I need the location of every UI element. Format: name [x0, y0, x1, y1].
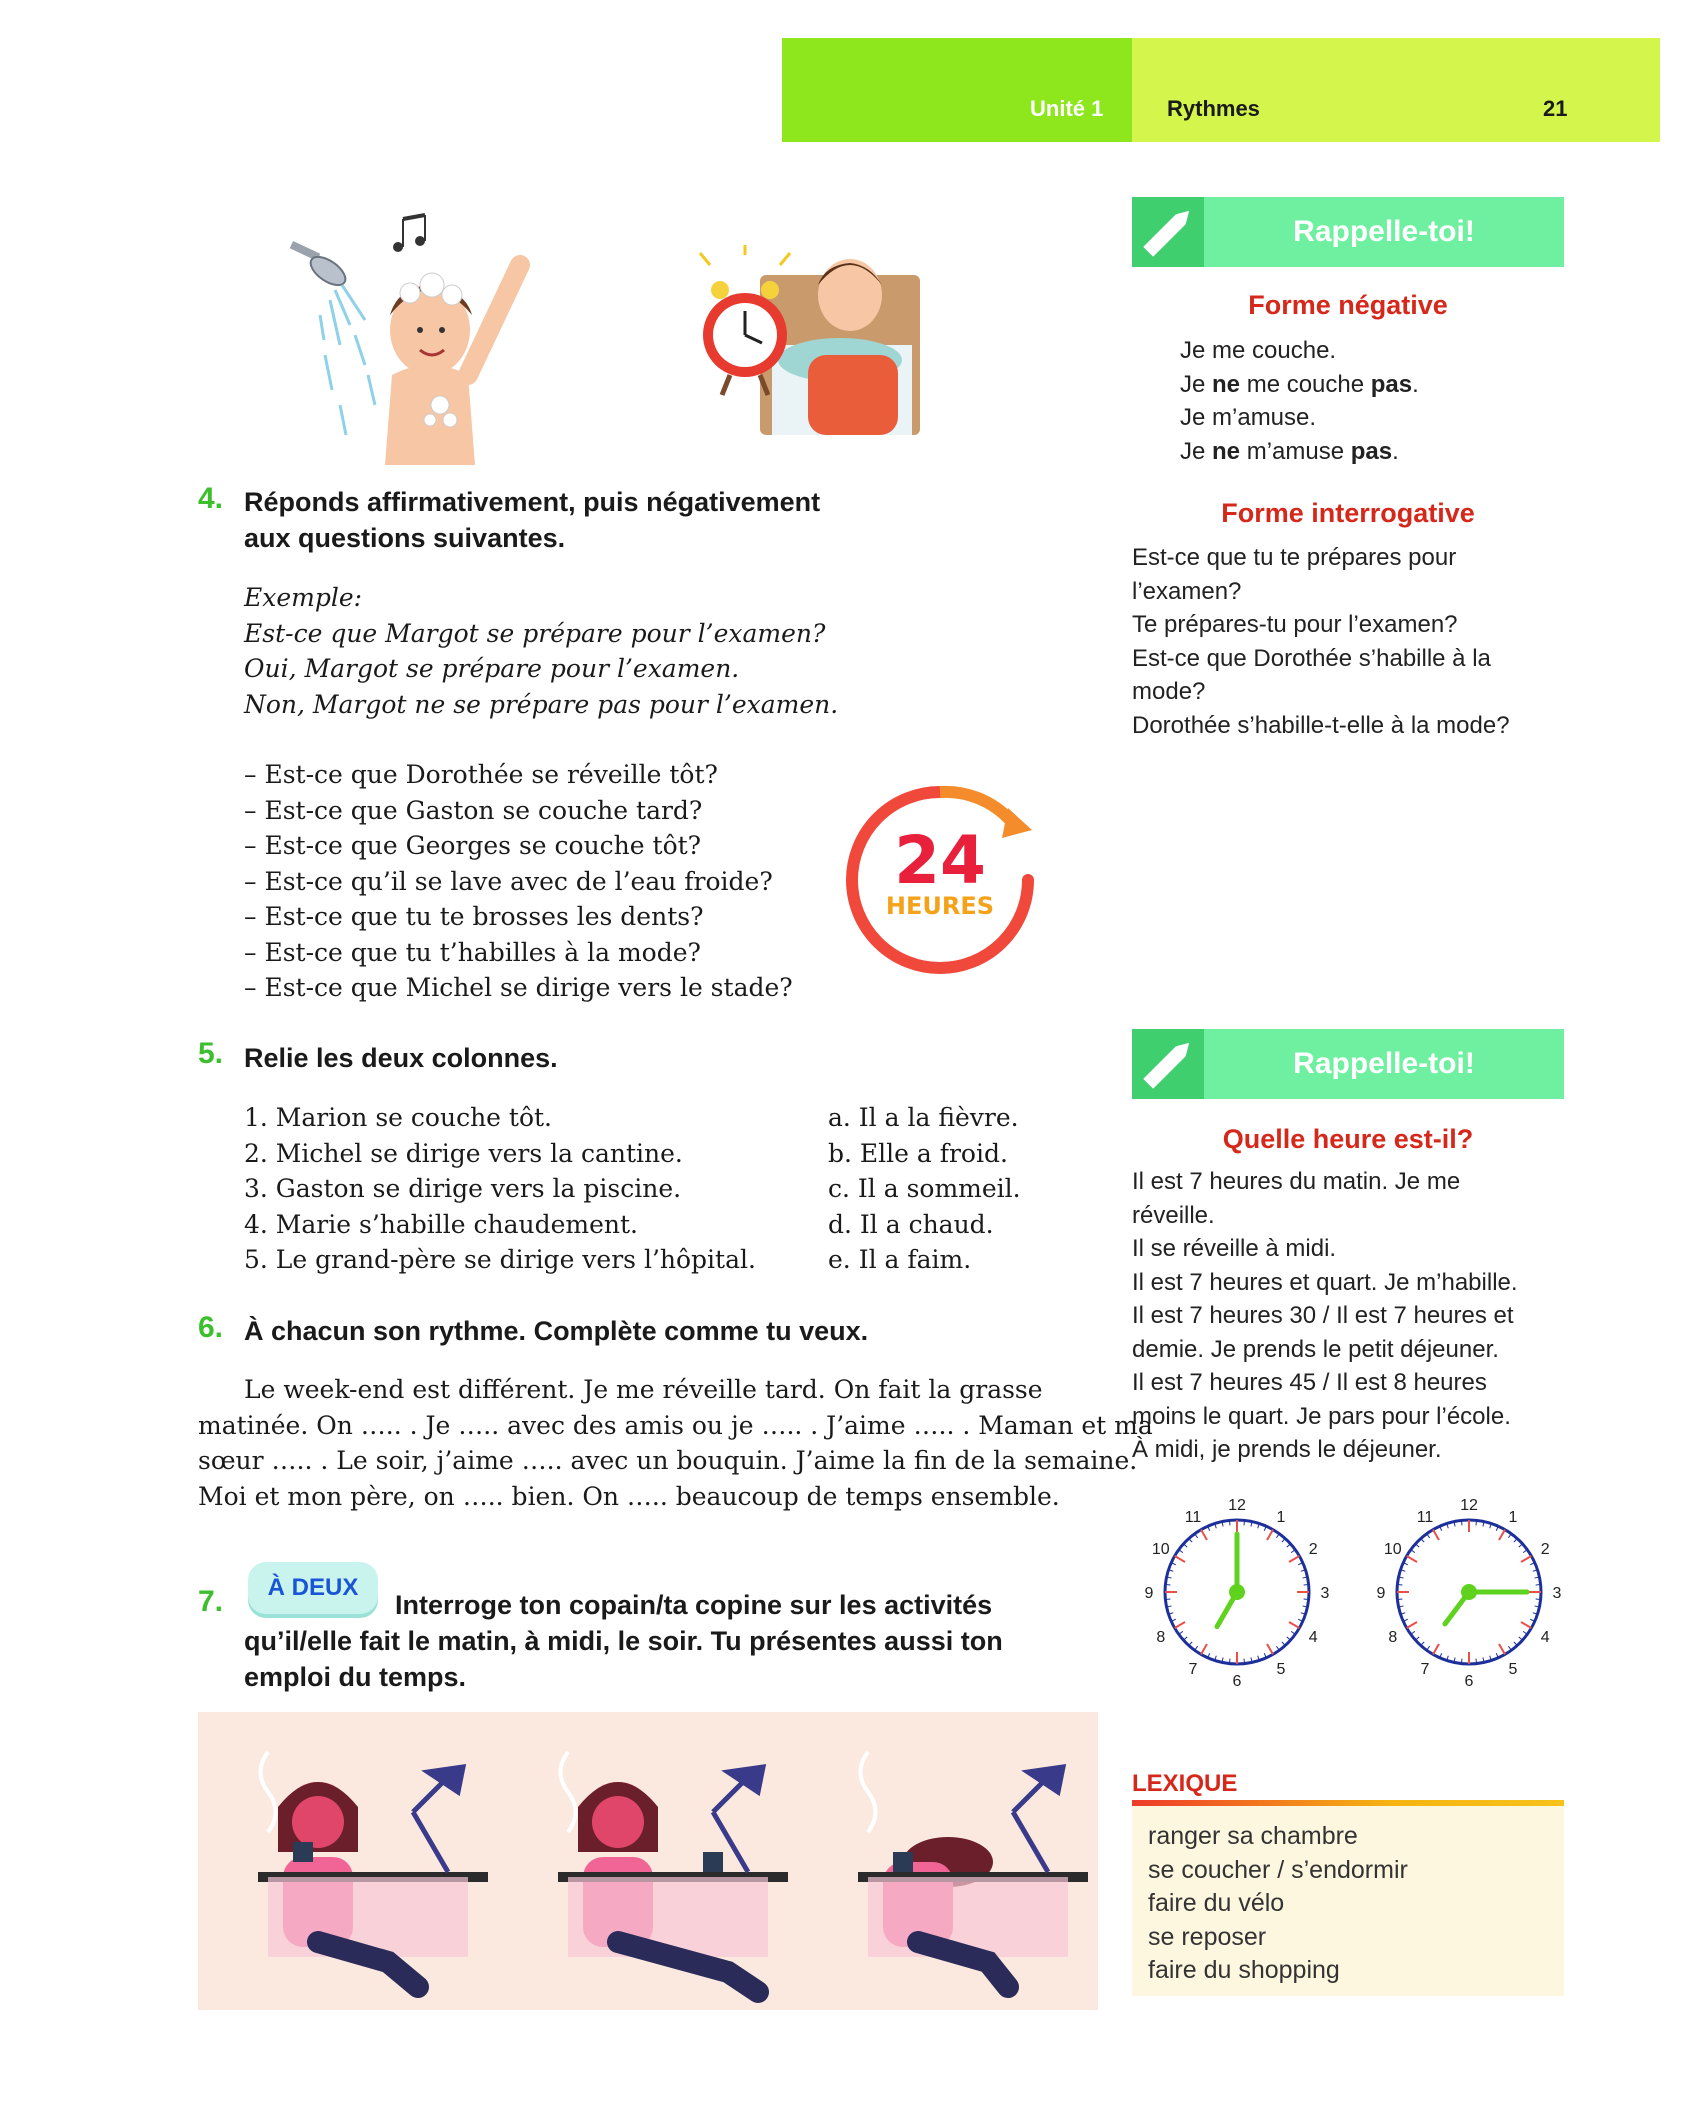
clock-number: 6 [1464, 1673, 1474, 1690]
quelle-heure-heading: Quelle heure est-il? [1222, 1124, 1474, 1154]
exercise-4-questions [244, 757, 793, 1006]
clock-number: 12 [1460, 1497, 1478, 1514]
time-line: Il est 7 heures du matin. Je me [1132, 1168, 1461, 1195]
rappel-1-title: Rappelle-toi! [1293, 215, 1475, 248]
left-item: 1. Marion se couche tôt. [244, 1103, 553, 1132]
negative-line: Je me couche. [1180, 337, 1337, 364]
interrogative-line: l’examen? [1132, 577, 1242, 605]
badge-24-number: 24 [894, 822, 986, 899]
music-notes-icon [393, 215, 425, 252]
clock-number: 5 [1508, 1661, 1518, 1679]
rappel-2-title: Rappelle-toi! [1293, 1047, 1475, 1080]
exercise-4-example [244, 580, 838, 722]
time-line: Il se réveille à midi. [1132, 1235, 1337, 1262]
question-item: – Est-ce que tu te brosses les dents? [244, 902, 704, 931]
exercise-5-right-column [828, 1100, 1021, 1278]
badge-24-heures [840, 780, 1040, 980]
clock-number: 4 [1540, 1629, 1550, 1646]
pencil-icon [1132, 197, 1204, 267]
clock-number: 10 [1151, 1541, 1170, 1558]
negative-line: Je ne me couche pas. [1180, 370, 1419, 398]
badge-24-word: HEURES [885, 892, 995, 920]
exercise-6-number: 6. [198, 1311, 224, 1344]
rappel-1-header [1132, 197, 1564, 267]
exercise-6-text [198, 1372, 1153, 1514]
exercise-4-title-line2: aux questions suivantes. [244, 523, 566, 553]
exercise-4-title-line1: Réponds affirmativement, puis négativement [244, 487, 821, 517]
left-item: 3. Gaston se dirige vers la piscine. [244, 1174, 682, 1203]
exercise-7-line2: qu’il/elle fait le matin, à midi, le soir. Tu présentes aussi ton [244, 1626, 1003, 1656]
forme-interrogative-examples [1132, 541, 1510, 742]
clock-number: 11 [1416, 1508, 1434, 1526]
time-line: À midi, je prends le déjeuner. [1132, 1436, 1442, 1463]
example-line: Non, Margot ne se prépare pas pour l’examen. [244, 689, 839, 719]
rappel-2-header [1132, 1029, 1564, 1099]
negative-line: Je ne m’amuse pas. [1180, 437, 1399, 465]
clock-number: 12 [1228, 1497, 1246, 1514]
clock-number: 5 [1276, 1661, 1286, 1679]
question-item: – Est-ce que Dorothée se réveille tôt? [244, 760, 718, 789]
negative-line: Je m’amuse. [1180, 404, 1317, 431]
clock-number: 2 [1540, 1541, 1550, 1558]
clock-number: 2 [1308, 1541, 1318, 1558]
question-item: – Est-ce que Michel se dirige vers le stade? [244, 973, 793, 1002]
left-item: 5. Le grand-père se dirige vers l’hôpital. [244, 1245, 756, 1274]
interrogative-line: Est-ce que Dorothée s’habille à la [1132, 644, 1491, 672]
alarm-bed-illustration [690, 245, 930, 440]
time-line: demie. Je prends le petit déjeuner. [1132, 1335, 1499, 1363]
header-unit-band [782, 38, 1132, 142]
exercise-4-number: 4. [198, 482, 224, 515]
exercise-5-title: Relie les deux colonnes. [244, 1043, 558, 1073]
question-item: – Est-ce que tu t’habilles à la mode? [244, 937, 701, 967]
text-line: Moi et mon père, on ….. bien. On ….. beaucoup de temps ensemble. [198, 1481, 1060, 1511]
time-line: réveille. [1132, 1201, 1215, 1229]
text-line: matinée. On ….. . Je ….. avec des amis ou je ….. . J’aime ….. . Maman et ma [198, 1410, 1153, 1440]
clock-number: 3 [1552, 1585, 1562, 1602]
header-title-band [1132, 38, 1660, 142]
lexique-item: se coucher / s’endormir [1148, 1855, 1408, 1884]
text-line: sœur ….. . Le soir, j’aime ….. avec un bouquin. J’aime la fin de la semaine. [198, 1446, 1138, 1475]
clock-quarter-past-icon [1362, 1480, 1577, 1695]
clock-number: 7 [1420, 1661, 1430, 1679]
question-item: – Est-ce qu’il se lave avec de l’eau froide? [244, 866, 773, 896]
page-number: 21 [1543, 96, 1568, 121]
exercise-6-title: À chacun son rythme. Complète comme tu veux. [244, 1316, 869, 1346]
lexique-title: LEXIQUE [1132, 1770, 1238, 1797]
exercise-4-title [244, 484, 820, 556]
right-item: d. Il a chaud. [828, 1209, 994, 1239]
lexique-item: se reposer [1148, 1922, 1267, 1951]
clock-number: 11 [1184, 1508, 1202, 1526]
student-desk-illustration [198, 1712, 1098, 2010]
clock-number: 9 [1144, 1585, 1154, 1602]
clock-number: 6 [1232, 1673, 1242, 1690]
exercise-5-number: 5. [198, 1037, 224, 1070]
lexique-item: ranger sa chambre [1148, 1822, 1358, 1850]
clock-number: 1 [1508, 1508, 1518, 1526]
exercise-5-left-column [244, 1100, 756, 1278]
header-unit: Unité 1 [1030, 96, 1104, 121]
lexique-item: faire du vélo [1148, 1889, 1285, 1917]
clock-number: 8 [1156, 1629, 1166, 1646]
example-line: Est-ce que Margot se prépare pour l’examen? [244, 618, 826, 648]
interrogative-line: Dorothée s’habille-t-elle à la mode? [1132, 711, 1510, 739]
lexique-box [1132, 1806, 1564, 1996]
time-line: Il est 7 heures 45 / Il est 8 heures [1132, 1369, 1487, 1396]
time-line: moins le quart. Je pars pour l’école. [1132, 1402, 1511, 1430]
shower-head-icon [290, 241, 350, 291]
time-line: Il est 7 heures 30 / Il est 7 heures et [1132, 1302, 1514, 1329]
lexique-list [1148, 1820, 1408, 1988]
interrogative-line: mode? [1132, 678, 1206, 705]
forme-negative-examples [1180, 334, 1419, 468]
clock-number: 8 [1388, 1629, 1398, 1646]
right-item: c. Il a sommeil. [828, 1174, 1021, 1203]
left-item: 2. Michel se dirige vers la cantine. [244, 1138, 683, 1168]
question-item: – Est-ce que Georges se couche tôt? [244, 831, 702, 860]
clock-number: 4 [1308, 1629, 1318, 1646]
exercise-7-line1: Interroge ton copain/ta copine sur les activités [395, 1590, 993, 1620]
lexique-item: faire du shopping [1148, 1956, 1340, 1984]
forme-negative-heading: Forme négative [1248, 290, 1448, 320]
exercise-7-number: 7. [198, 1585, 224, 1618]
clock-number: 10 [1383, 1541, 1402, 1558]
exercise-7-line3: emploi du temps. [244, 1662, 467, 1692]
clock-seven-oclock-icon [1130, 1480, 1345, 1695]
right-item: a. Il a la fièvre. [828, 1103, 1019, 1132]
clock-number: 7 [1188, 1661, 1198, 1679]
forme-interrogative-heading: Forme interrogative [1221, 498, 1475, 528]
clock-number: 1 [1276, 1508, 1286, 1526]
clock-number: 3 [1320, 1585, 1330, 1602]
text-line: Le week-end est différent. Je me réveille tard. On fait la grasse [244, 1375, 1043, 1404]
interrogative-line: Te prépares-tu pour l’examen? [1132, 611, 1458, 638]
header-title: Rythmes [1167, 96, 1260, 121]
left-item: 4. Marie s’habille chaudement. [244, 1209, 639, 1239]
pencil-icon [1132, 1029, 1204, 1099]
quelle-heure-text [1132, 1165, 1518, 1467]
right-item: e. Il a faim. [828, 1245, 972, 1274]
interrogative-line: Est-ce que tu te prépares pour [1132, 544, 1457, 571]
example-line: Exemple: [244, 583, 363, 612]
clock-number: 9 [1376, 1585, 1386, 1602]
example-line: Oui, Margot se prépare pour l’examen. [244, 654, 740, 683]
time-line: Il est 7 heures et quart. Je m’habille. [1132, 1268, 1518, 1296]
shower-illustration [280, 205, 580, 470]
question-item: – Est-ce que Gaston se couche tard? [244, 795, 703, 825]
a-deux-badge: À DEUX [248, 1562, 378, 1614]
right-item: b. Elle a froid. [828, 1138, 1008, 1168]
